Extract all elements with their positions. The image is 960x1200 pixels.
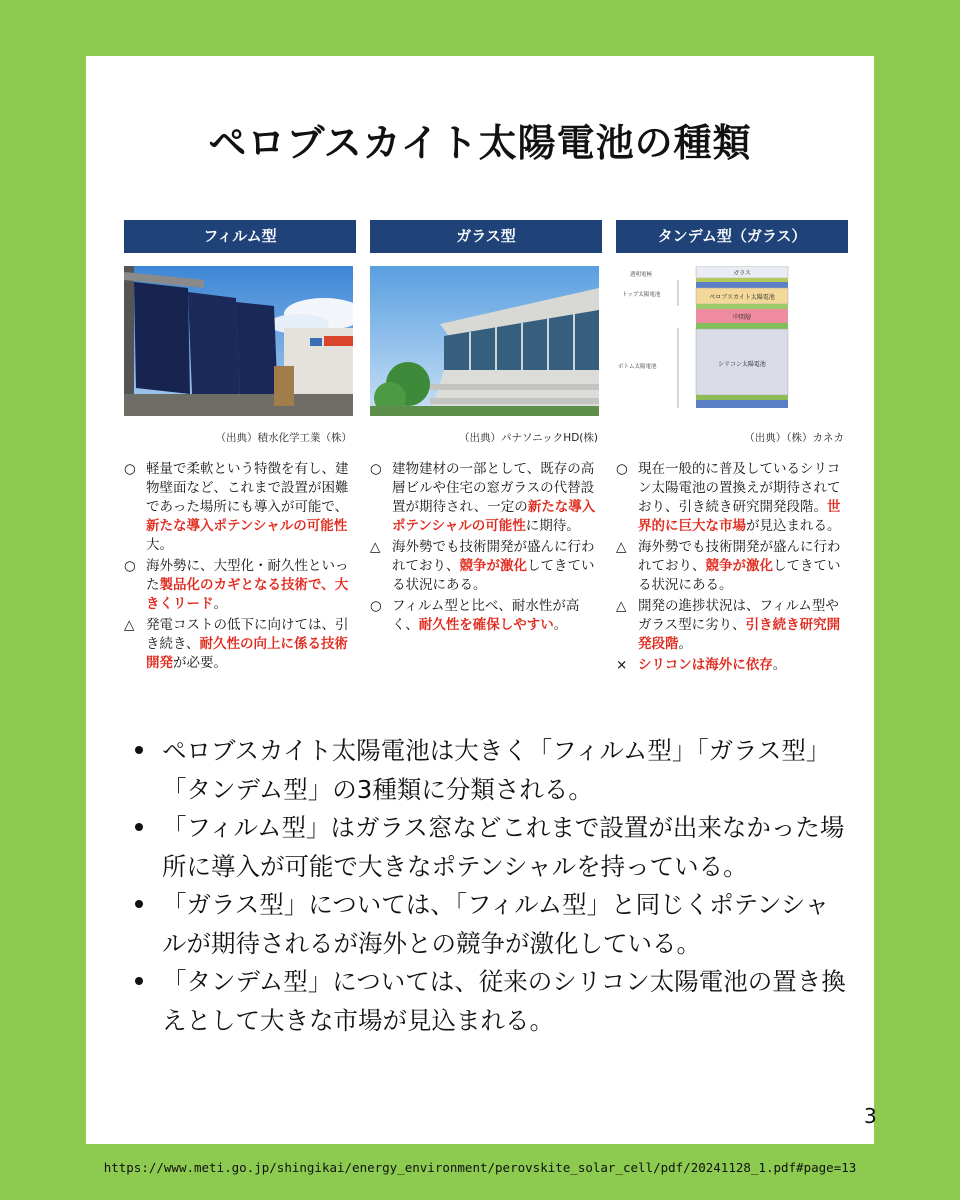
highlight-text: シリコンは海外に依存	[638, 657, 773, 673]
column-glass	[370, 220, 602, 633]
point-item	[616, 460, 848, 536]
point-marker: △	[616, 539, 627, 555]
highlight-text: 耐久性の向上に係る技術開発	[146, 636, 348, 671]
column-header: タンデム型（ガラス）	[616, 220, 848, 253]
point-item	[124, 616, 356, 673]
diagram-label: ガラス	[733, 270, 751, 277]
point-item	[616, 656, 848, 675]
body-text: 開発の進捗状況は、フィルム型やガラス型に劣り、	[638, 598, 839, 633]
highlight-text: 新たな導入ポテンシャルの可能性	[146, 518, 348, 534]
point-text	[638, 656, 848, 675]
point-marker: △	[616, 598, 627, 614]
summary-bullet: 「フィルム型」はガラス窓などこれまで設置が出来なかった場所に導入が可能で大きなポテンシャルを持っている。	[132, 809, 848, 886]
point-marker: ○	[370, 461, 382, 477]
point-text	[392, 460, 602, 536]
body-text: 。	[678, 636, 692, 652]
page-title: ペロブスカイト太陽電池の種類	[208, 121, 752, 165]
body-text: 軽量で柔軟という特徴を有し、建物壁面など、これまで設置が困難であった場所にも導入が可能で、	[146, 461, 349, 515]
summary-bullets	[132, 732, 848, 1040]
diagram-label: 透明電極	[630, 272, 653, 278]
point-text	[146, 616, 356, 673]
point-item	[616, 538, 848, 595]
point-list	[124, 460, 356, 675]
body-text: 発電コストの低下に向けては、引き続き、	[146, 617, 349, 652]
highlight-text: 引き続き研究開発段階	[638, 617, 841, 652]
point-marker: ×	[616, 657, 628, 673]
tandem-layer-diagram	[616, 266, 845, 416]
body-text: 海外勢でも技術開発が盛んに行われており、	[638, 539, 841, 574]
column-film	[124, 220, 356, 671]
point-item	[370, 538, 602, 595]
column-header: ガラス型	[370, 220, 602, 253]
body-text: 建物建材の一部として、既存の高層ビルや住宅の窓ガラスの代替設置が期待され、一定の	[392, 461, 595, 515]
point-marker: △	[370, 539, 381, 555]
glass-building-photo	[370, 266, 599, 416]
point-marker: ○	[370, 598, 382, 614]
highlight-text: 耐久性を確保しやすい	[418, 617, 554, 633]
point-item	[370, 460, 602, 536]
body-text: に期待。	[525, 518, 580, 534]
point-item	[616, 597, 848, 654]
body-text: 大。	[146, 537, 173, 553]
diagram-label: 中間層	[732, 314, 752, 321]
point-text	[638, 460, 848, 536]
body-text: 現在一般的に普及しているシリコン太陽電池の置換えが期待されており、引き続き研究開発段階。	[638, 461, 841, 515]
body-text: が見込まれる。	[746, 518, 841, 534]
body-text: 。	[553, 617, 568, 633]
point-text	[638, 597, 848, 654]
body-text: 。	[213, 596, 227, 612]
point-marker: △	[124, 617, 135, 633]
source-url: https://www.meti.go.jp/shingikai/energy_environment/perovskite_solar_cell/pdf/20241128_1.pdf#page=13	[103, 1160, 857, 1175]
point-list	[370, 460, 602, 637]
body-text: が必要。	[173, 655, 227, 671]
source-credit: （出典）（株）カネカ	[744, 432, 844, 444]
body-text: 。	[772, 657, 787, 673]
column-header: フィルム型	[124, 220, 356, 253]
diagram-label: ボトム太陽電池	[618, 364, 657, 370]
diagram-label: シリコン太陽電池	[718, 361, 766, 368]
highlight-text: 競争が激化	[459, 558, 527, 574]
point-text	[146, 460, 356, 555]
body-text: してきている状況にある。	[392, 558, 595, 593]
summary-bullet: 「ガラス型」については、「フィルム型」と同じくポテンシャルが期待されるが海外との競争が激化している。	[132, 886, 848, 963]
point-text	[146, 557, 356, 614]
source-credit: （出典）パナソニックHD(株)	[459, 432, 598, 444]
point-item	[124, 460, 356, 555]
body-text: してきている状況にある。	[638, 558, 841, 593]
point-text	[392, 538, 602, 595]
body-text: 海外勢でも技術開発が盛んに行われており、	[392, 539, 595, 574]
highlight-text: 製品化のカギとなる技術で、大きくリード	[146, 577, 349, 612]
film-panels-photo	[124, 266, 353, 416]
point-list	[616, 460, 848, 677]
summary-bullet: ペロブスカイト太陽電池は大きく「フィルム型」「ガラス型」「タンデム型」の3種類に分類される。	[132, 732, 848, 809]
body-text: フィルム型と比べ、耐水性が高く、	[392, 598, 580, 633]
point-marker: ○	[124, 558, 136, 574]
summary-bullet: 「タンデム型」については、従来のシリコン太陽電池の置き換えとして大きな市場が見込まれる。	[132, 963, 848, 1040]
point-text	[638, 538, 848, 595]
column-tandem	[616, 220, 848, 673]
point-item	[124, 557, 356, 614]
point-marker: ○	[616, 461, 628, 477]
point-text	[392, 597, 602, 635]
point-marker: ○	[124, 461, 136, 477]
highlight-text: 競争が激化	[705, 558, 773, 574]
source-credit: （出典）積水化学工業（株）	[215, 432, 352, 444]
page-number: 3	[864, 1104, 877, 1128]
diagram-label: トップ太陽電池	[622, 292, 661, 298]
body-text: 海外勢に、大型化・耐久性といった	[146, 558, 349, 593]
diagram-label: ペロブスカイト太陽電池	[709, 294, 775, 301]
highlight-text: 新たな導入ポテンシャルの可能性	[392, 499, 596, 534]
point-item	[370, 597, 602, 635]
highlight-text: 世界的に巨大な市場	[638, 499, 841, 534]
